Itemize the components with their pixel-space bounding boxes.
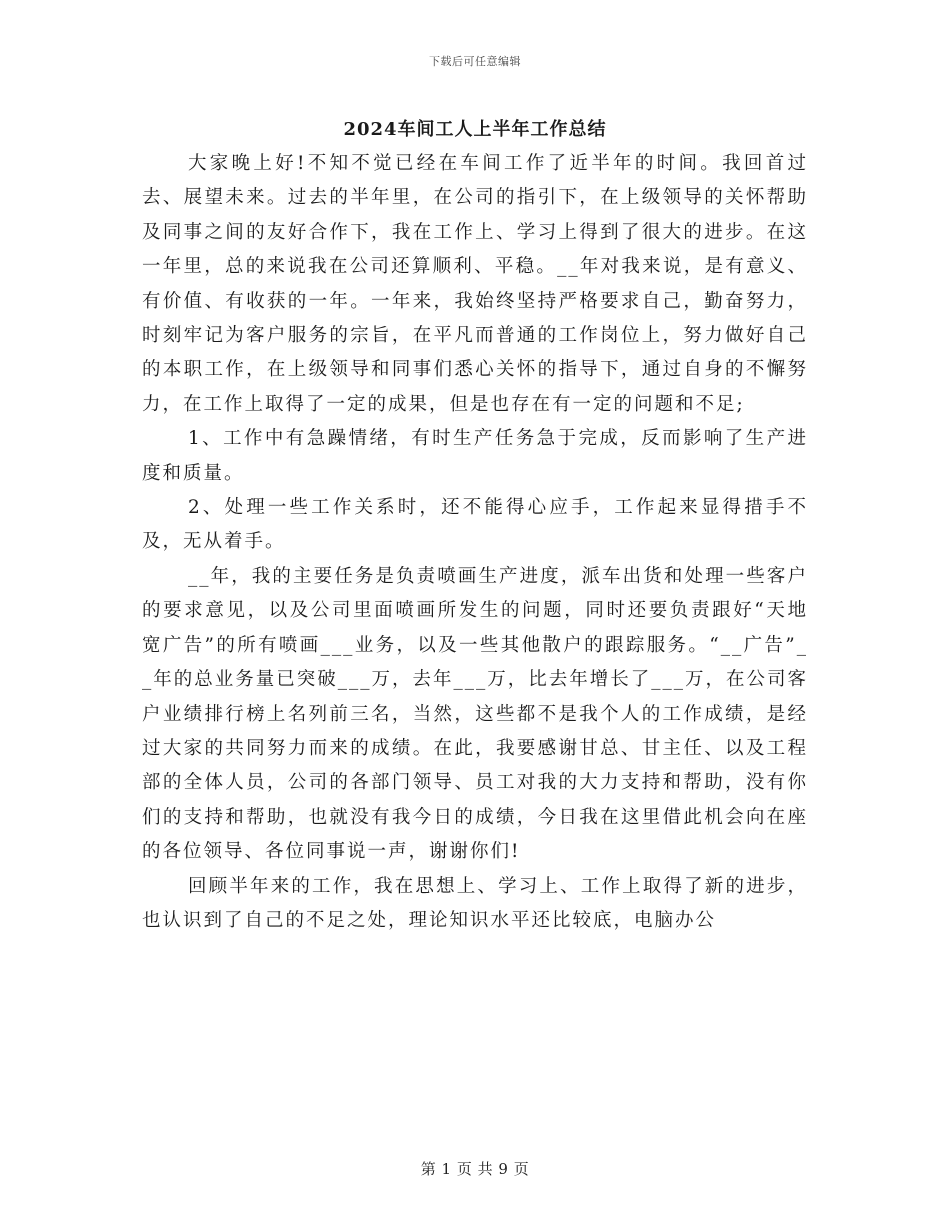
paragraph-review: 回顾半年来的工作，我在思想上、学习上、工作上取得了新的进步，也认识到了自己的不足之处，理论知识水平还比较底，电脑办公	[142, 875, 808, 931]
document-title: 2024车间工人上半年工作总结	[343, 119, 607, 140]
header-note: 下载后可任意编辑	[429, 55, 521, 68]
paragraph-intro: 大家晚上好!不知不觉已经在车间工作了近半年的时间。我回首过去、展望未来。过去的半年里，在公司的指引下，在上级领导的关怀帮助及同事之间的友好合作下，我在工作上、学习上得到了很大的进步。在这一年里，总的来说我在公司还算顺利、平稳。__年对我来说，是有意义、有价值、有收获的一年。一年来，我始终坚持严格要求自己，勤奋努力，时刻牢记为客户服务的宗旨，在平凡而普通的工作岗位上，努力做好自己的本职工作，在上级领导和同事们悉心关怀的指导下，通过自身的不懈努力，在工作上取得了一定的成果，但是也存在有一定的问题和不足;	[142, 153, 808, 415]
page-footer: 第 1 页 共 9 页	[420, 1160, 530, 1178]
paragraph-issue-2: 2、处理一些工作关系时，还不能得心应手，工作起来显得措手不及，无从着手。	[142, 497, 808, 553]
document-body	[142, 147, 808, 938]
paragraph-issue-1: 1、工作中有急躁情绪，有时生产任务急于完成，反而影响了生产进度和质量。	[142, 428, 808, 484]
paragraph-main-tasks: __年，我的主要任务是负责喷画生产进度，派车出货和处理一些客户的要求意见，以及公司里面喷画所发生的问题，同时还要负责跟好“天地宽广告”的所有喷画___业务，以及一些其他散户的跟踪服务。“__广告”__年的总业务量已突破___万，去年___万，比去年增长了___万，在公司客户业绩排行榜上名列前三名，当然，这些都不是我个人的工作成绩，是经过大家的共同努力而来的成绩。在此，我要感谢甘总、甘主任、以及工程部的全体人员，公司的各部门领导、员工对我的大力支持和帮助，没有你们的支持和帮助，也就没有我今日的成绩，今日我在这里借此机会向在座的各位领导、各位同事说一声，谢谢你们!	[142, 565, 809, 863]
